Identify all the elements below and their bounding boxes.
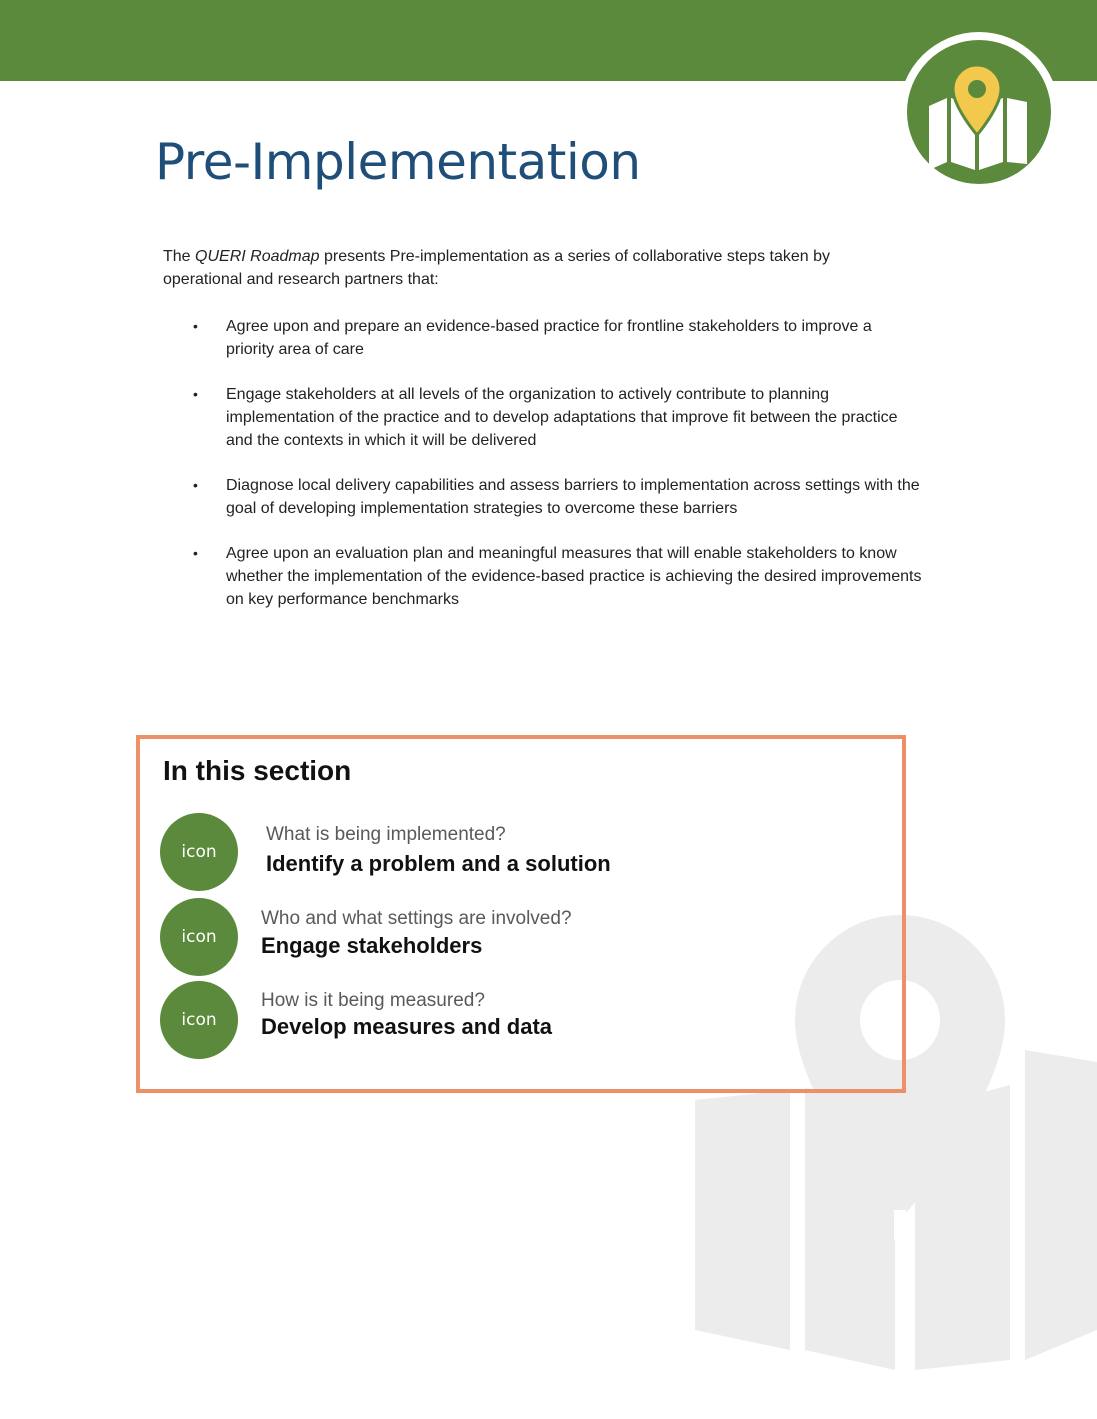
section-item-engage-stakeholders[interactable] [160,898,860,978]
item-heading: Engage stakeholders [261,933,483,958]
list-item [163,542,923,611]
section-item-develop-measures[interactable] [160,981,860,1061]
item-question: How is it being measured? [261,990,485,1011]
intro-prefix: The [163,248,196,265]
bullet-icon: • [193,318,198,334]
item-heading: Identify a problem and a solution [266,851,611,876]
intro-paragraph [163,245,883,291]
page-title: Pre-Implementation [155,133,641,191]
section-title: In this section [163,755,352,786]
list-item [163,315,923,361]
bullet-list [163,315,923,633]
section-item-identify-problem[interactable] [160,813,860,893]
bullet-text: Diagnose local delivery capabilities and assess barriers to implementation across settings with the goal of developing implementation strategies to overcome these barriers [226,477,920,517]
placeholder-icon: icon [160,813,238,891]
item-question: Who and what settings are involved? [261,908,572,929]
bullet-text: Engage stakeholders at all levels of the organization to actively contribute to planning implementation of the practice and to develop adaptations that improve fit between the practice and the contexts in which it will be delivered [226,386,898,449]
placeholder-icon: icon [160,898,238,976]
map-pin-icon [897,30,1061,194]
placeholder-icon: icon [160,981,238,1059]
bullet-text: Agree upon an evaluation plan and meaningful measures that will enable stakeholders to know whether the implementation of the evidence-based practice is achieving the desired improvements on key performance benchmarks [226,545,922,608]
list-item [163,474,923,520]
bullet-text: Agree upon and prepare an evidence-based practice for frontline stakeholders to improve a priority area of care [226,318,872,358]
intro-emphasis: QUERI Roadmap [195,248,320,265]
bullet-icon: • [193,477,198,493]
item-question: What is being implemented? [266,824,506,845]
bullet-icon: • [193,545,198,561]
intro-suffix: presents Pre-implementation as a series of collaborative steps taken by operational and research partners that: [163,248,830,288]
list-item [163,383,923,452]
item-heading: Develop measures and data [261,1014,553,1039]
bullet-icon: • [193,386,198,402]
